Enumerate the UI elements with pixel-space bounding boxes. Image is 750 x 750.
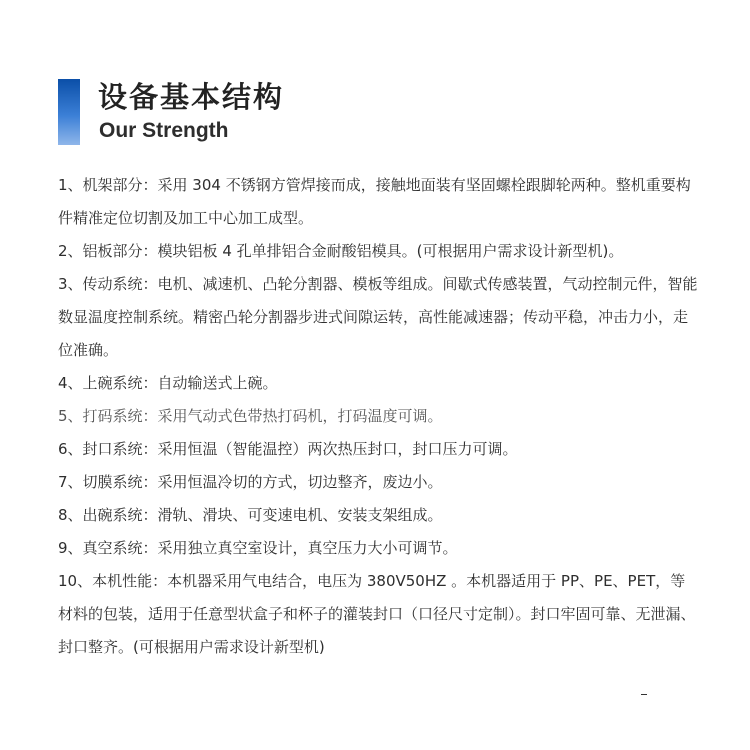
list-item-coding-system: 5、打码系统：采用气动式色带热打码机，打码温度可调。	[58, 407, 443, 425]
structure-list	[58, 169, 698, 664]
list-item-film-cutting-system: 7、切膜系统：采用恒温冷切的方式，切边整齐，废边小。	[58, 473, 443, 491]
list-item-machine-frame: 1、机架部分：采用 304 不锈钢方管焊接而成，接触地面装有坚固螺栓跟脚轮两种。整机重要构件精准定位切割及加工中心加工成型。	[58, 176, 691, 227]
list-item-machine-performance: 10、本机性能：本机器采用气电结合，电压为 380V50HZ 。本机器适用于 PP、PE、PET，等材料的包装，适用于任意型状盒子和杯子的灌装封口（口径尺寸定制）。封口牢固可靠、无泄漏、封口整齐。(可根据用户需求设计新型机)	[58, 572, 696, 656]
section-title-chinese: 设备基本结构	[98, 80, 285, 114]
list-item-vacuum-system: 9、真空系统：采用独立真空室设计，真空压力大小可调节。	[58, 539, 458, 557]
section-title-english: Our Strength	[99, 119, 229, 142]
list-item-bowl-loading-system: 4、上碗系统：自动输送式上碗。	[58, 374, 278, 392]
list-item-sealing-system: 6、封口系统：采用恒温（智能温控）两次热压封口，封口压力可调。	[58, 440, 518, 458]
end-mark	[641, 694, 647, 695]
header-accent-bar	[58, 79, 80, 145]
list-item-aluminum-plate: 2、铝板部分：模块铝板 4 孔单排铝合金耐酸铝模具。(可根据用户需求设计新型机)。	[58, 242, 624, 260]
list-item-transmission-system: 3、传动系统：电机、减速机、凸轮分割器、模板等组成。间歇式传感装置，气动控制元件，智能数显温度控制系统。精密凸轮分割器步进式间隙运转，高性能减速器；传动平稳，冲击力小，走位准确。	[58, 275, 698, 359]
list-item-bowl-output-system: 8、出碗系统：滑轨、滑块、可变速电机、安装支架组成。	[58, 506, 443, 524]
section-header	[58, 79, 358, 145]
